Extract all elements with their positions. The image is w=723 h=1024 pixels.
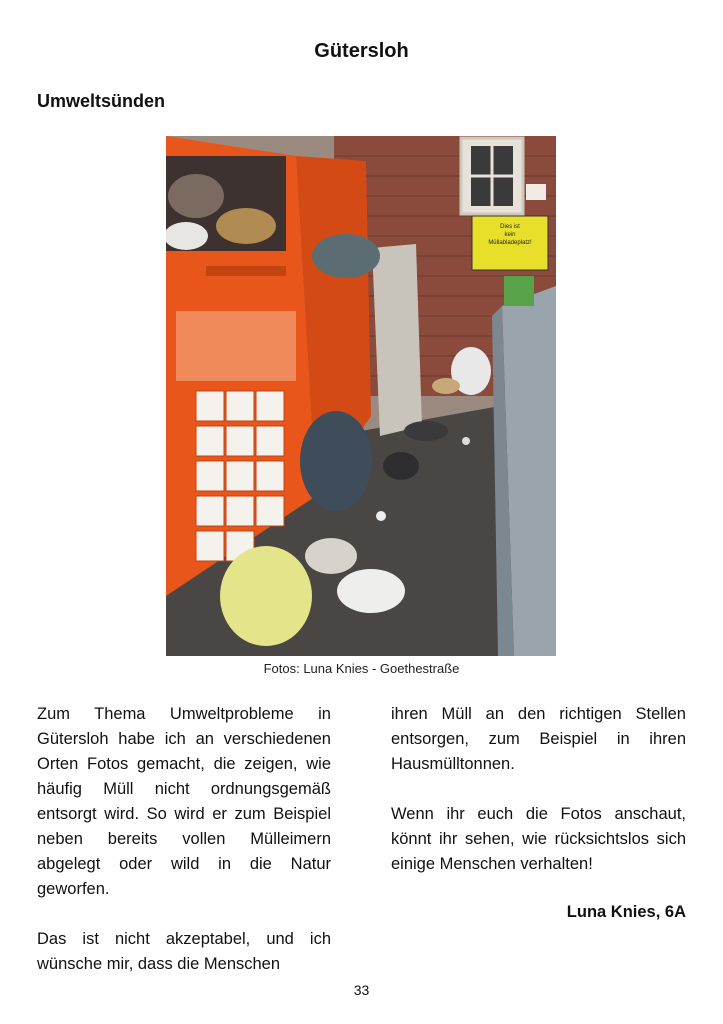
page-title: Gütersloh [314, 40, 409, 62]
svg-text:kein: kein [504, 232, 516, 238]
article-paragraph: Zum Thema Umweltprobleme in Gütersloh habe ich an verschiedenen Orten Fotos gemacht, die zeigen, wie häufig Müll nicht ordnungsgemäß entsorgt wird. So wird er zum Beispiel neben bereits vollen Mülleimern abgelegt oder wild in die Natur geworfen. [37, 705, 331, 898]
article-column-left [37, 702, 331, 1002]
article-photo [166, 136, 556, 656]
section-title: Umweltsünden [37, 91, 166, 111]
page-number: 33 [353, 982, 370, 998]
article-paragraph: Wenn ihr euch die Fotos anschaut, könnt ihr sehen, wie rücksichtslos sich einige Menschen verhalten! [391, 805, 686, 873]
article-paragraph: Das ist nicht akzeptabel, und ich wünsche mir, dass die Menschen [37, 930, 331, 973]
svg-text:Müllabladeplatz!: Müllabladeplatz! [488, 240, 532, 246]
photo-illustration [166, 136, 556, 656]
author-signature: Luna Knies, 6A [566, 903, 686, 921]
article-column-right [391, 702, 686, 902]
article-paragraph: ihren Müll an den richtigen Stellen entsorgen, zum Beispiel in ihren Hausmülltonnen. [391, 705, 686, 773]
svg-text:Dies ist: Dies ist [500, 224, 520, 230]
photo-caption: Fotos: Luna Knies - Goethestraße [263, 661, 460, 676]
